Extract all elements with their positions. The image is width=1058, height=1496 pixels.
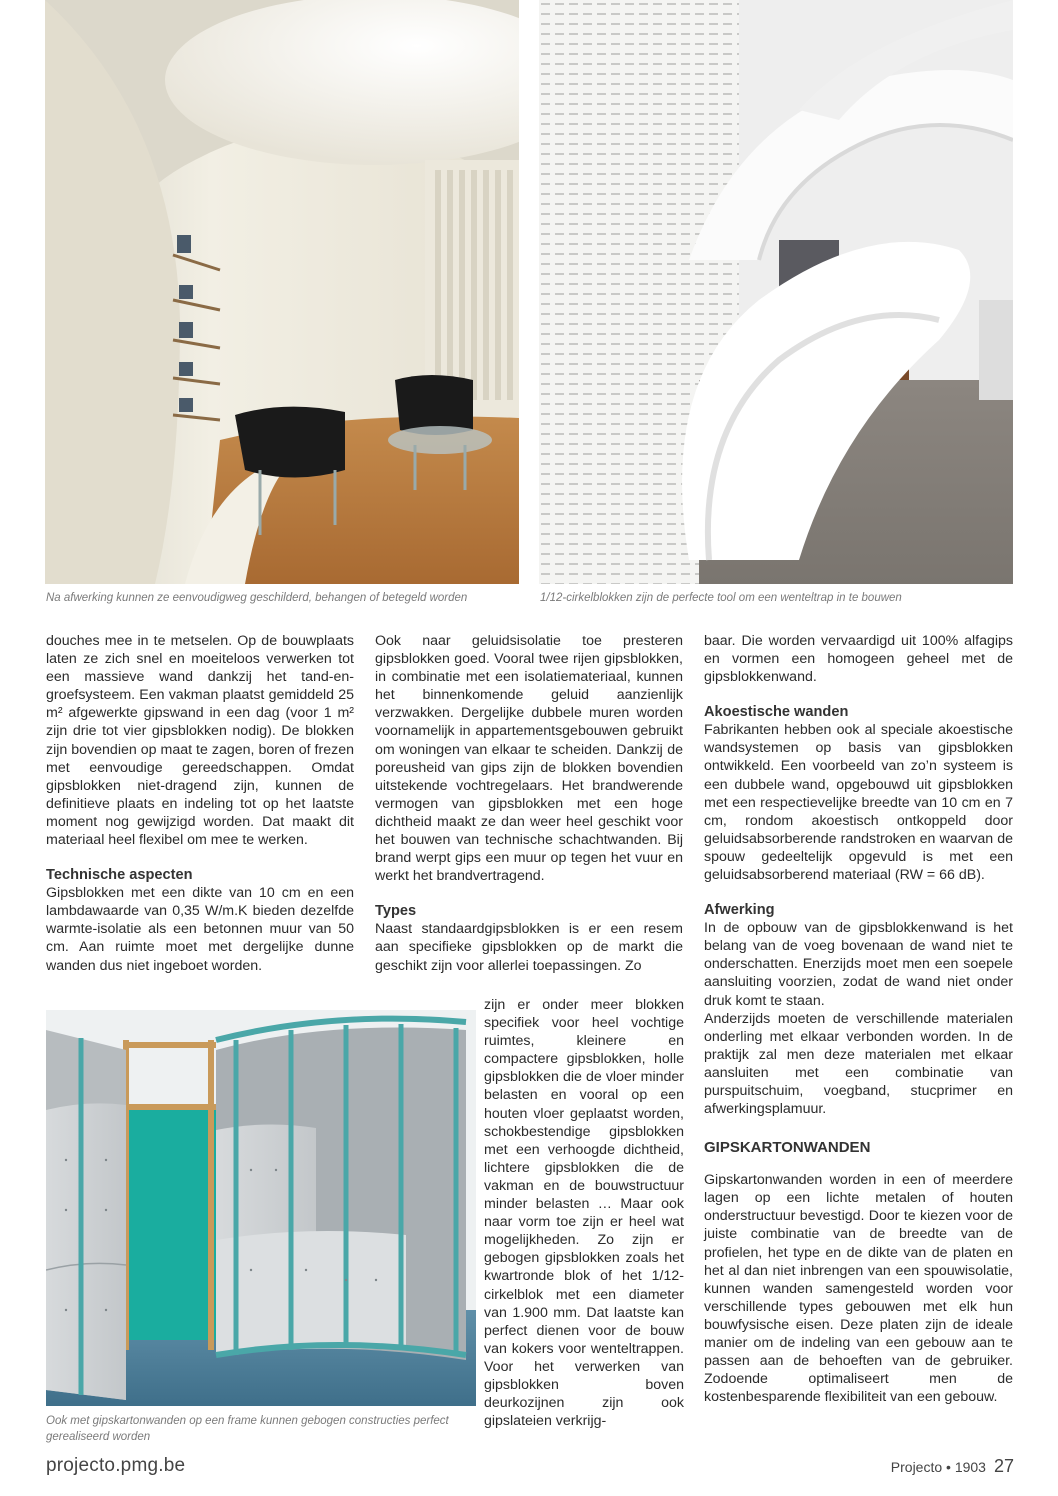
heading-afwerking: Afwerking [704,902,775,919]
photo-staircase [539,0,1013,584]
paragraph-afwerking-2: Anderzijds moeten de verschillende materialen onderling met elkaar verbonden worden. In de praktijk zal men deze materialen met elkaar aansluiten met een combinatie van purspuitschuim, voegband, stucprimer en afwerkingsplamuur. [704,1010,1013,1118]
page-number: 27 [993,1456,1014,1476]
footer-website[interactable]: projecto.pmg.be [46,1455,186,1476]
heading-types: Types [375,903,417,920]
caption-illustration: Ook met gipskartonwanden op een frame kunnen gebogen constructies perfect gerealiseerd worden [46,1415,449,1443]
heading-technische-aspecten: Technische aspecten [46,867,193,884]
column-2 [375,632,683,975]
paragraph-akoestische-wanden: Fabrikanten hebben ook al speciale akoestische wandsystemen op basis van gipsblokken ontwikkeld. Een voorbeeld van zo’n systeem is een dubbele wand, opgebouwd uit gipsblokken met een respectievelijke breedte van 10 cm en 7 cm, rondom akoestisch ontkoppeld door geluidsabsorberende randstroken en waarvan de spouw gedeeltelijk opgevuld is met een geluidsabsorberend materiaal (RW = 66 dB). [704,722,1013,884]
caption-photo-staircase: 1/12-cirkelblokken zijn de perfecte tool om een wenteltrap in te bouwen [540,592,902,604]
paragraph-gipskartonwanden: Gipskartonwanden worden in een of meerdere lagen op een lichte metalen of houten onderstructuur bevestigd. Door te kiezen voor de juiste combinatie van de breedte van de profielen, het type en de dikte van de platen en het al dan niet inbrengen van een spouwisolatie, kunnen wanden samengesteld worden voor verschillende types gebouwen met elk hun bouwfysische eisen. Deze platen zijn de ideale manier om de indeling van een gebouw aan te passen aan de behoeften van de gebruiker. Zodoende optimaliseert men de kostenbesparende flexibiliteit van een gebouw. [704,1172,1013,1406]
paragraph-geluidsisolatie: Ook naar geluidsisolatie toe presteren gipsblokken goed. Vooral twee rijen gipsblokken, in combinatie met een isolatiemateriaal, kunnen het binnenkomende geluid aanzienlijk verzwakken. Dergelijke dubbele muren worden voornamelijk in appartementsgebouwen gebruikt om woningen van elkaar te scheiden. Dankzij de poreusheid van gips zijn de blokken bovendien uitstekende vochtregelaars. Het brandwerende vermogen van gipsblokken met een hoge dichtheid maakt ze dan weer heel geschikt voor het bouwen van technische schachtwanden. Bij brand werpt gips een muur op tegen het vuur en werkt het brandvertragend. [375,633,683,885]
paragraph-afwerking-1: In de opbouw van de gipsblokkenwand is het belang van de voeg bovenaan de wand niet te onderschatten. Enerzijds moet men een soepele aansluiting voorzien, zodat de wand niet onder druk komt te staan. [704,920,1013,1009]
column-1 [46,632,354,975]
footer-magazine: Projecto • 1903 [890,1459,986,1475]
footer-folio [891,1456,1014,1477]
photo-lounge [45,0,519,584]
paragraph-types-continued: zijn er onder meer blokken specifiek voor heel vochtige ruimtes, kleinere en compactere gipsblokken, holle gipsblokken die de vloer minder belasten en vooral op een houten vloer geplaatst worden, schokbestendige gipsblokken met een verhoogde dichtheid, lichtere gipsblokken die de vakman en de bouwstructuur minder belasten … Maar ook naar vorm toe zijn er heel wat mogelijkheden. Zo zijn er gebogen gipsblokken zoals het kwartronde blok of het 1/12-cirkelblok met een diameter van 1.900 mm. Dat laatste kan perfect dienen voor de bouw van kokers voor wenteltrappen. Voor het verwerken van gipsblokken boven deurkozijnen zijn ook gipslateien verkrijg- [484,997,684,1430]
illustration-drywall-frame [46,1010,476,1406]
paragraph-intro: douches mee in te metselen. Op de bouwplaats laten ze zich snel en moeiteloos verwerken tot een massieve wand dankzij het tand-en-groefsysteem. Een vakman plaatst gemiddeld 25 m² afgewerkte gipswand in een dag (voor 1 m² zijn drie tot vier gipsblokken nodig). De blokken zijn bovendien op maat te zagen, boren of frezen met eenvoudige gereedschappen. Omdat gipsblokken niet-dragend zijn, kunnen de definitieve plaats en indeling tot op het laatste moment nog gewijzigd worden. Dat maakt dit materiaal heel flexibel om mee te werken. [46,633,354,849]
paragraph-technische-aspecten: Gipsblokken met een dikte van 10 cm en een lambdawaarde van 0,35 W/m.K bieden dezelfde warmte-isolatie als een betonnen muur van 50 cm. Aan ruimte moet met dergelijke dunne wanden dus niet ingeboet worden. [46,885,354,974]
paragraph-types-start: Naast standaardgipsblokken is er een resem aan specifieke gipsblokken op de markt die geschikt zijn voor allerlei toepassingen. Zo [375,921,683,974]
column-3 [704,632,1013,1406]
heading-gipskartonwanden: GIPSKARTONWANDEN [704,1139,871,1157]
caption-photo-lounge: Na afwerking kunnen ze eenvoudigweg geschilderd, behangen of betegeld worden [46,592,468,604]
paragraph-alfagips: baar. Die worden vervaardigd uit 100% alfagips en vormen een homogeen geheel met de gipsblokkenwand. [704,633,1013,686]
column-2-wrapped [484,996,684,1430]
heading-akoestische-wanden: Akoestische wanden [704,704,849,721]
